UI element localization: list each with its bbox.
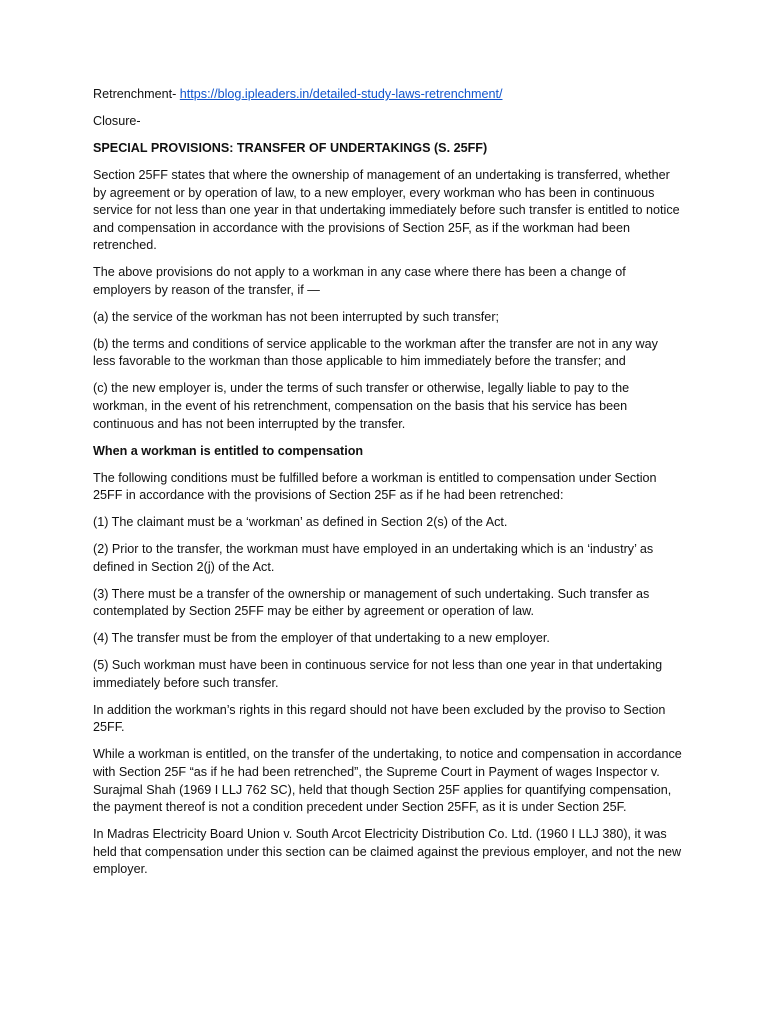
paragraph: While a workman is entitled, on the transfer of the undertaking, to notice and compensation in accordance with Section 25F “as if he had been retrenched”, the Supreme Court in Payment of wages Inspector v. Surajmal Shah (1969 I LLJ 762 SC), held that though Section 25F applies for quantifying compensation, the payment thereof is not a condition precedent under Section 25FF, as it is under Section 25F. <box>93 747 682 815</box>
document-page <box>93 86 683 888</box>
heading-compensation: When a workman is entitled to compensation <box>93 443 364 458</box>
paragraph: In Madras Electricity Board Union v. South Arcot Electricity Distribution Co. Ltd. (1960 I LLJ 380), it was held that compensation under this section can be claimed against the previous employer, and not the new employer. <box>93 827 682 877</box>
retrenchment-label: Retrenchment- <box>93 87 180 101</box>
list-item: (1) The claimant must be a ‘workman’ as defined in Section 2(s) of the Act. <box>93 515 508 530</box>
retrenchment-line <box>93 86 683 104</box>
heading-special-provisions: SPECIAL PROVISIONS: TRANSFER OF UNDERTAKINGS (S. 25FF) <box>93 140 488 155</box>
paragraph: The above provisions do not apply to a workman in any case where there has been a change of employers by reason of the transfer, if — <box>93 265 626 297</box>
list-item: (2) Prior to the transfer, the workman must have employed in an undertaking which is an ‘industry’ as defined in Section 2(j) of the Act. <box>93 542 654 574</box>
paragraph: In addition the workman’s rights in this regard should not have been excluded by the proviso to Section 25FF. <box>93 702 666 735</box>
list-item: (a) the service of the workman has not been interrupted by such transfer; <box>93 309 500 324</box>
list-item: (5) Such workman must have been in continuous service for not less than one year in that undertaking immediately before such transfer. <box>93 658 663 690</box>
paragraph: Section 25FF states that where the ownership of management of an undertaking is transferred, whether by agreement or by operation of law, to a new employer, every workman who has been in continuous service for not less than one year in that undertaking immediately before such transfer is entitled to notice and compensation in accordance with the provisions of Section 25F, as if the workman had been retrenched. <box>93 167 680 253</box>
paragraph: The following conditions must be fulfilled before a workman is entitled to compensation under Section 25FF in accordance with the provisions of Section 25F as if he had been retrenched: <box>93 470 657 503</box>
list-item: (b) the terms and conditions of service applicable to the workman after the transfer are not in any way less favorable to the workman than those applicable to him immediately before the transfer; and <box>93 336 658 369</box>
list-item: (3) There must be a transfer of the ownership or management of such undertaking. Such transfer as contemplated by Section 25FF may be either by agreement or operation of law. <box>93 586 650 619</box>
list-item: (c) the new employer is, under the terms of such transfer or otherwise, legally liable to pay to the workman, in the event of his retrenchment, compensation on the basis that his service has been continuous and has not been interrupted by the transfer. <box>93 381 630 431</box>
closure-label: Closure- <box>93 113 141 128</box>
retrenchment-link[interactable]: https://blog.ipleaders.in/detailed-study-laws-retrenchment/ <box>179 87 503 101</box>
list-item: (4) The transfer must be from the employer of that undertaking to a new employer. <box>93 631 550 646</box>
